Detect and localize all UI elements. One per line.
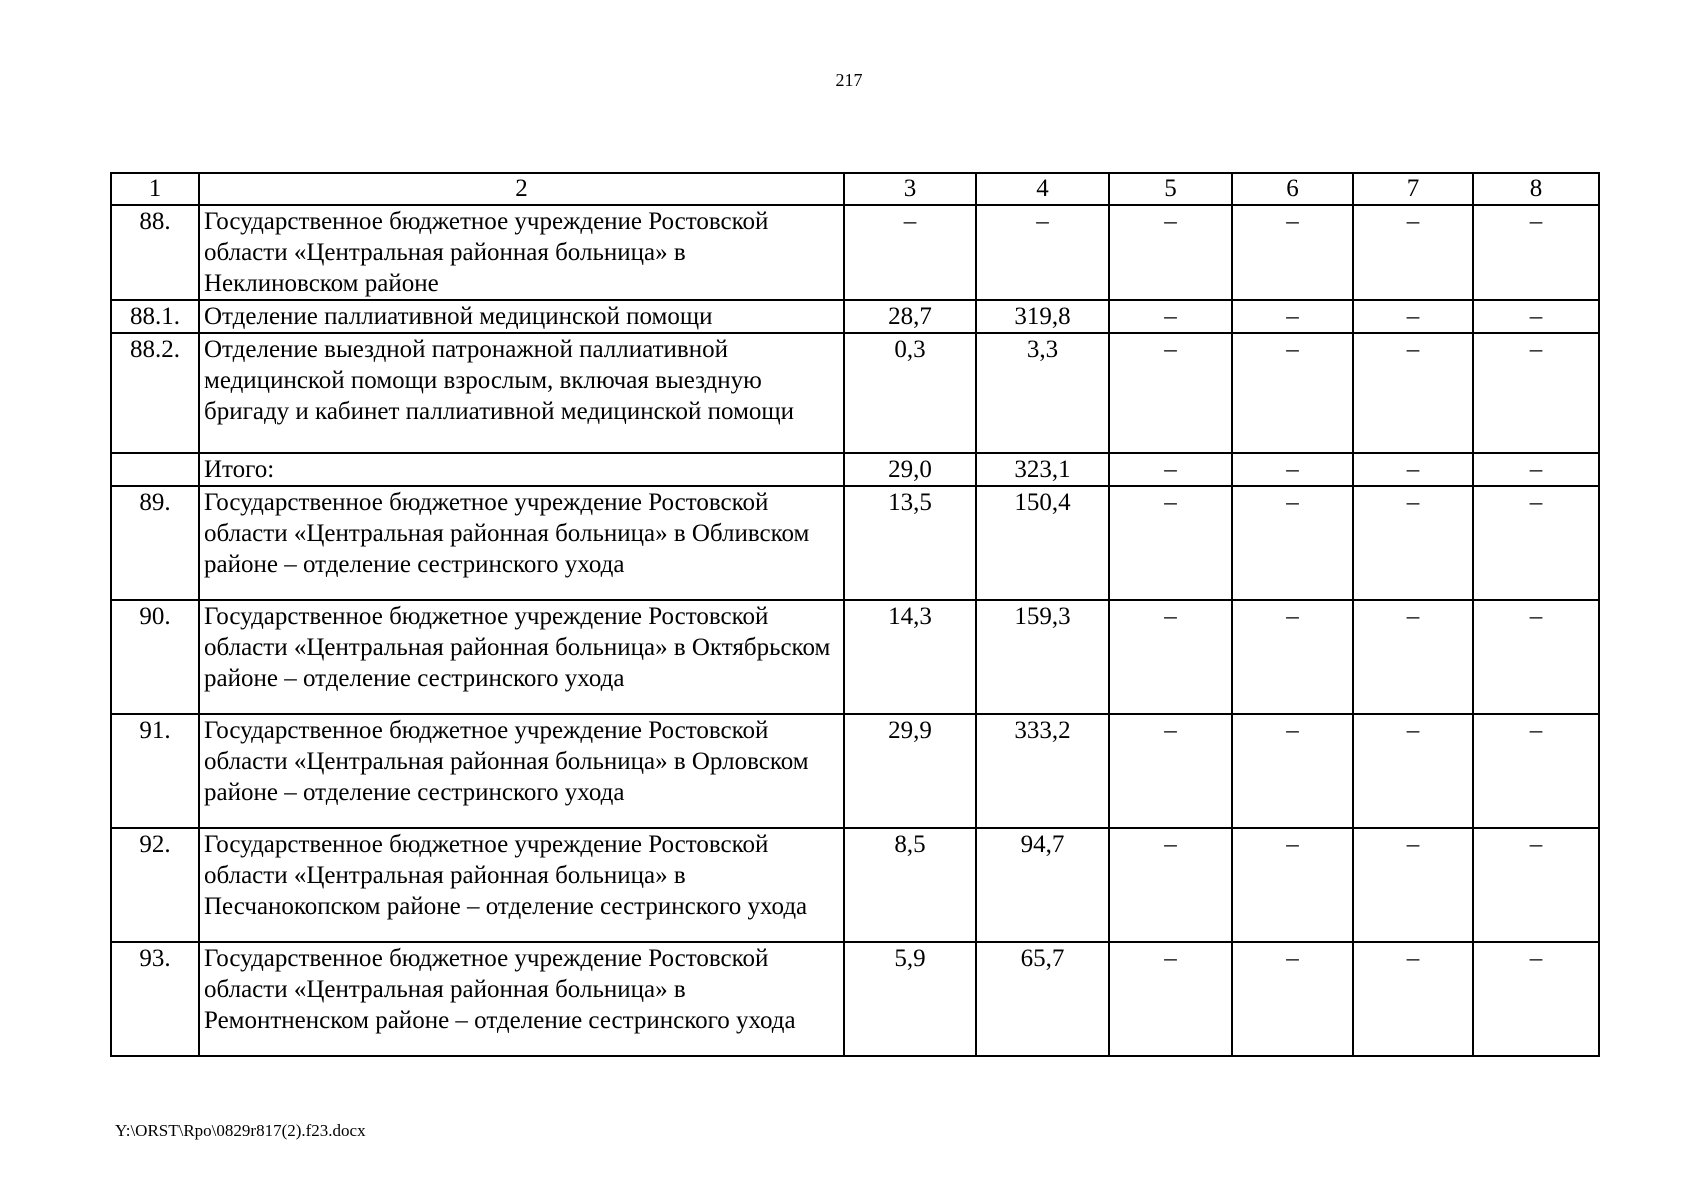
header-cell: 8 [1473, 173, 1599, 205]
col5-value-cell: – [1109, 942, 1232, 1056]
institution-name-cell: Государственное бюджетное учреждение Ростовской области «Центральная районная больница» в Орловском районе – отделение сестринского ухода [199, 714, 844, 828]
col3-value-cell: 29,9 [844, 714, 976, 828]
row-number-cell: 88.1. [111, 300, 199, 333]
table-row [111, 205, 1599, 300]
col8-value-cell: – [1473, 300, 1599, 333]
row-number-cell: 93. [111, 942, 199, 1056]
header-cell: 6 [1232, 173, 1353, 205]
col7-value-cell: – [1353, 205, 1473, 300]
institution-name-cell: Государственное бюджетное учреждение Ростовской области «Центральная районная больница» в Песчанокопском районе – отделение сестринского ухода [199, 828, 844, 942]
col3-value-cell: 28,7 [844, 300, 976, 333]
col5-value-cell: – [1109, 205, 1232, 300]
col8-value-cell: – [1473, 942, 1599, 1056]
col4-value-cell: 333,2 [976, 714, 1109, 828]
col6-value-cell: – [1232, 486, 1353, 600]
institution-name-cell: Отделение выездной патронажной паллиативной медицинской помощи взрослым, включая выездную бригаду и кабинет паллиативной медицинской помощи [199, 333, 844, 453]
col6-value-cell: – [1232, 828, 1353, 942]
col3-value-cell: 13,5 [844, 486, 976, 600]
col8-value-cell: – [1473, 714, 1599, 828]
col6-value-cell: – [1232, 205, 1353, 300]
institution-name-cell: Государственное бюджетное учреждение Ростовской области «Центральная районная больница» в Обливском районе – отделение сестринского ухода [199, 486, 844, 600]
row-number-cell [111, 453, 199, 486]
col4-value-cell: 3,3 [976, 333, 1109, 453]
col6-value-cell: – [1232, 333, 1353, 453]
col8-value-cell: – [1473, 600, 1599, 714]
col4-value-cell: 323,1 [976, 453, 1109, 486]
header-cell: 3 [844, 173, 976, 205]
col5-value-cell: – [1109, 333, 1232, 453]
col5-value-cell: – [1109, 600, 1232, 714]
col8-value-cell: – [1473, 828, 1599, 942]
col3-value-cell: 8,5 [844, 828, 976, 942]
col7-value-cell: – [1353, 828, 1473, 942]
file-path-footer: Y:\ORST\Rpo\0829r817(2).f23.docx [115, 1121, 366, 1140]
col3-value-cell: 29,0 [844, 453, 976, 486]
col7-value-cell: – [1353, 714, 1473, 828]
institution-name-cell: Государственное бюджетное учреждение Ростовской области «Центральная районная больница» в Ремонтненском районе – отделение сестринского ухода [199, 942, 844, 1056]
institution-name-cell: Государственное бюджетное учреждение Ростовской области «Центральная районная больница» в Октябрьском районе – отделение сестринского ухода [199, 600, 844, 714]
col4-value-cell: 159,3 [976, 600, 1109, 714]
row-number-cell: 89. [111, 486, 199, 600]
col4-value-cell: – [976, 205, 1109, 300]
col3-value-cell: 5,9 [844, 942, 976, 1056]
institution-name-cell: Отделение паллиативной медицинской помощи [199, 300, 844, 333]
table-row [111, 942, 1599, 1056]
col8-value-cell: – [1473, 205, 1599, 300]
col8-value-cell: – [1473, 333, 1599, 453]
col5-value-cell: – [1109, 714, 1232, 828]
col4-value-cell: 94,7 [976, 828, 1109, 942]
col7-value-cell: – [1353, 453, 1473, 486]
col7-value-cell: – [1353, 486, 1473, 600]
row-number-cell: 91. [111, 714, 199, 828]
col8-value-cell: – [1473, 453, 1599, 486]
col7-value-cell: – [1353, 300, 1473, 333]
row-number-cell: 90. [111, 600, 199, 714]
col6-value-cell: – [1232, 942, 1353, 1056]
data-table [110, 172, 1600, 1057]
col5-value-cell: – [1109, 300, 1232, 333]
table-row [111, 333, 1599, 453]
col3-value-cell: – [844, 205, 976, 300]
row-number-cell: 88. [111, 205, 199, 300]
table-row [111, 828, 1599, 942]
col4-value-cell: 65,7 [976, 942, 1109, 1056]
col4-value-cell: 150,4 [976, 486, 1109, 600]
header-cell: 7 [1353, 173, 1473, 205]
col8-value-cell: – [1473, 486, 1599, 600]
table-row [111, 714, 1599, 828]
table-header-row [111, 173, 1599, 205]
col5-value-cell: – [1109, 828, 1232, 942]
row-number-cell: 88.2. [111, 333, 199, 453]
header-cell: 2 [199, 173, 844, 205]
header-cell: 1 [111, 173, 199, 205]
header-cell: 4 [976, 173, 1109, 205]
col6-value-cell: – [1232, 600, 1353, 714]
table-row [111, 300, 1599, 333]
col7-value-cell: – [1353, 942, 1473, 1056]
institution-name-cell: Итого: [199, 453, 844, 486]
col3-value-cell: 14,3 [844, 600, 976, 714]
header-cell: 5 [1109, 173, 1232, 205]
page-number: 217 [835, 70, 863, 90]
table-row [111, 486, 1599, 600]
col6-value-cell: – [1232, 300, 1353, 333]
col3-value-cell: 0,3 [844, 333, 976, 453]
col5-value-cell: – [1109, 453, 1232, 486]
institution-name-cell: Государственное бюджетное учреждение Ростовской области «Центральная районная больница» в Неклиновском районе [199, 205, 844, 300]
col7-value-cell: – [1353, 333, 1473, 453]
table-row [111, 453, 1599, 486]
table-row [111, 600, 1599, 714]
col6-value-cell: – [1232, 453, 1353, 486]
col5-value-cell: – [1109, 486, 1232, 600]
col4-value-cell: 319,8 [976, 300, 1109, 333]
row-number-cell: 92. [111, 828, 199, 942]
col7-value-cell: – [1353, 600, 1473, 714]
col6-value-cell: – [1232, 714, 1353, 828]
